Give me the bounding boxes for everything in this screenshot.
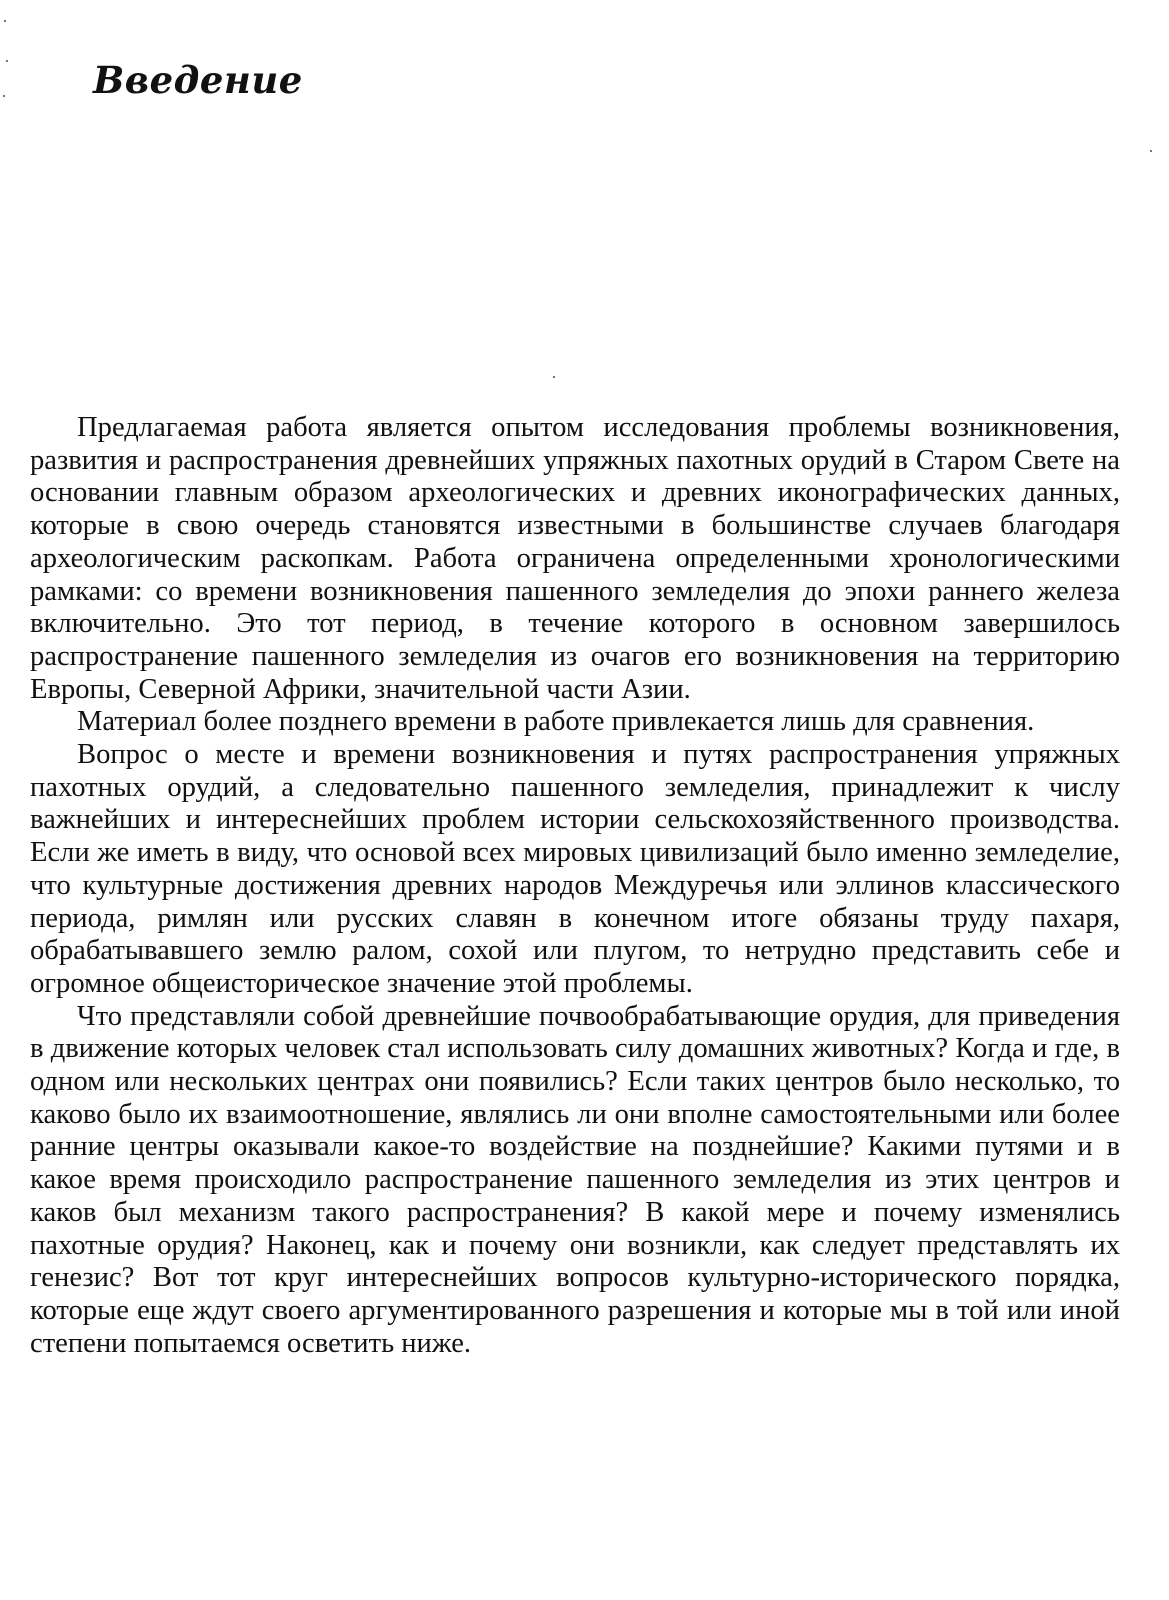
scan-speck bbox=[1150, 150, 1152, 152]
scan-speck bbox=[4, 20, 6, 22]
body-text bbox=[30, 412, 1120, 1360]
paragraph-intro: Предлагаемая работа является опытом исследования проблемы возникновения, развития и распространения древнейших упряжных пахотных орудий в Старом Свете на основании главным образом археологических и древних иконографических данных, которые в свою очередь становятся известными в большинстве случаев благодаря археологическим раскопкам. Работа ограничена определенными хронологическими рамками: со времени возникновения пашенного земледелия до эпохи раннего железа включительно. Это тот период, в течение которого в основном завершилось распространение пашенного земледелия из очагов его возникновения на территорию Европы, Северной Африки, значительной части Азии. bbox=[30, 412, 1120, 705]
paragraph-questions: Что представляли собой древнейшие почвообрабатывающие орудия, для приведения в движение которых человек стал использовать силу домашних животных? Когда и где, в одном или нескольких центрах они появились? Если таких центров было несколько, то каково было их взаимоотношение, являлись ли они вполне самостоятельными или более ранние центры оказывали какое-то воздействие на позднейшие? Какими путями и в какое время происходило распространение пашенного земледелия из этих центров и каков был механизм такого распространения? В какой мере и почему изменялись пахотные орудия? Наконец, как и почему они возникли, как следует представлять их генезис? Вот тот круг интереснейших вопросов культурно-исторического порядка, которые еще ждут своего аргументированного разрешения и которые мы в той или иной степени попытаемся осветить ниже. bbox=[30, 1000, 1120, 1359]
chapter-heading: Введение bbox=[93, 58, 303, 102]
scan-speck bbox=[3, 95, 5, 97]
paragraph-significance: Вопрос о месте и времени возникновения и путях распространения упряжных пахотных орудий, а следовательно пашенного земледелия, принадлежит к числу важнейших и интереснейших проблем истории сельскохозяйственного производства. Если же иметь в виду, что основой всех мировых цивилизаций было именно земледелие, что культурные достижения древних народов Междуречья или эллинов классического периода, римлян или русских славян в конечном итоге обязаны труду пахаря, обрабатывавшего землю ралом, сохой или плугом, то нетрудно представить себе и огромное общеисторическое значение этой проблемы. bbox=[30, 739, 1120, 999]
scan-speck bbox=[553, 376, 555, 378]
scan-speck bbox=[6, 60, 8, 62]
paragraph-late-material: Материал более позднего времени в работе привлекается лишь для сравнения. bbox=[77, 706, 1035, 738]
